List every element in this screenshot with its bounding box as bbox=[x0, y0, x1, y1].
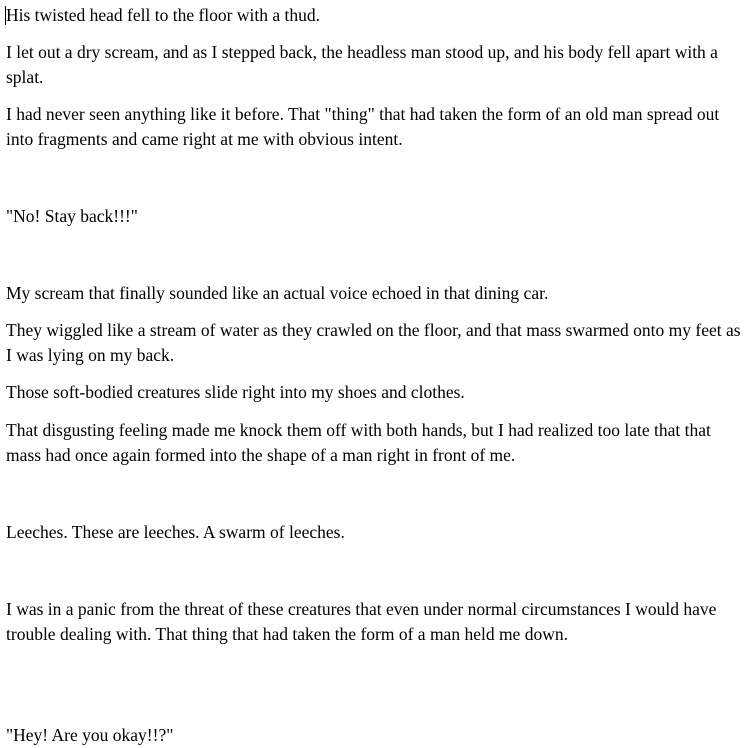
paragraph-2: I let out a dry scream, and as I stepped back, the headless man stood up, and his body fell apart with a splat. bbox=[6, 42, 718, 87]
paragraph-10: I was in a panic from the threat of these creatures that even under normal circumstances I would have trouble dealing with. That thing that had taken the form of a man held me down. bbox=[6, 599, 717, 644]
paragraph-1: His twisted head fell to the floor with a thud. bbox=[6, 5, 320, 25]
paragraph-8: That disgusting feeling made me knock them off with both hands, but I had realized too late that that mass had once again formed into the shape of a man right in front of me. bbox=[6, 420, 711, 465]
paragraph-7: Those soft-bodied creatures slide right into my shoes and clothes. bbox=[6, 382, 465, 402]
paragraph-4: "No! Stay back!!!" bbox=[6, 206, 138, 226]
paragraph-6: They wiggled like a stream of water as they crawled on the floor, and that mass swarmed onto my feet as I was lying on my back. bbox=[6, 320, 741, 365]
paragraph-5: My scream that finally sounded like an actual voice echoed in that dining car. bbox=[6, 283, 549, 303]
paragraph-11: "Hey! Are you okay!!?" bbox=[6, 725, 174, 745]
paragraph-3: I had never seen anything like it before. That "thing" that had taken the form of an old man spread out into fragments and came right at me with obvious intent. bbox=[6, 104, 720, 149]
paragraph-9: Leeches. These are leeches. A swarm of leeches. bbox=[6, 522, 345, 542]
